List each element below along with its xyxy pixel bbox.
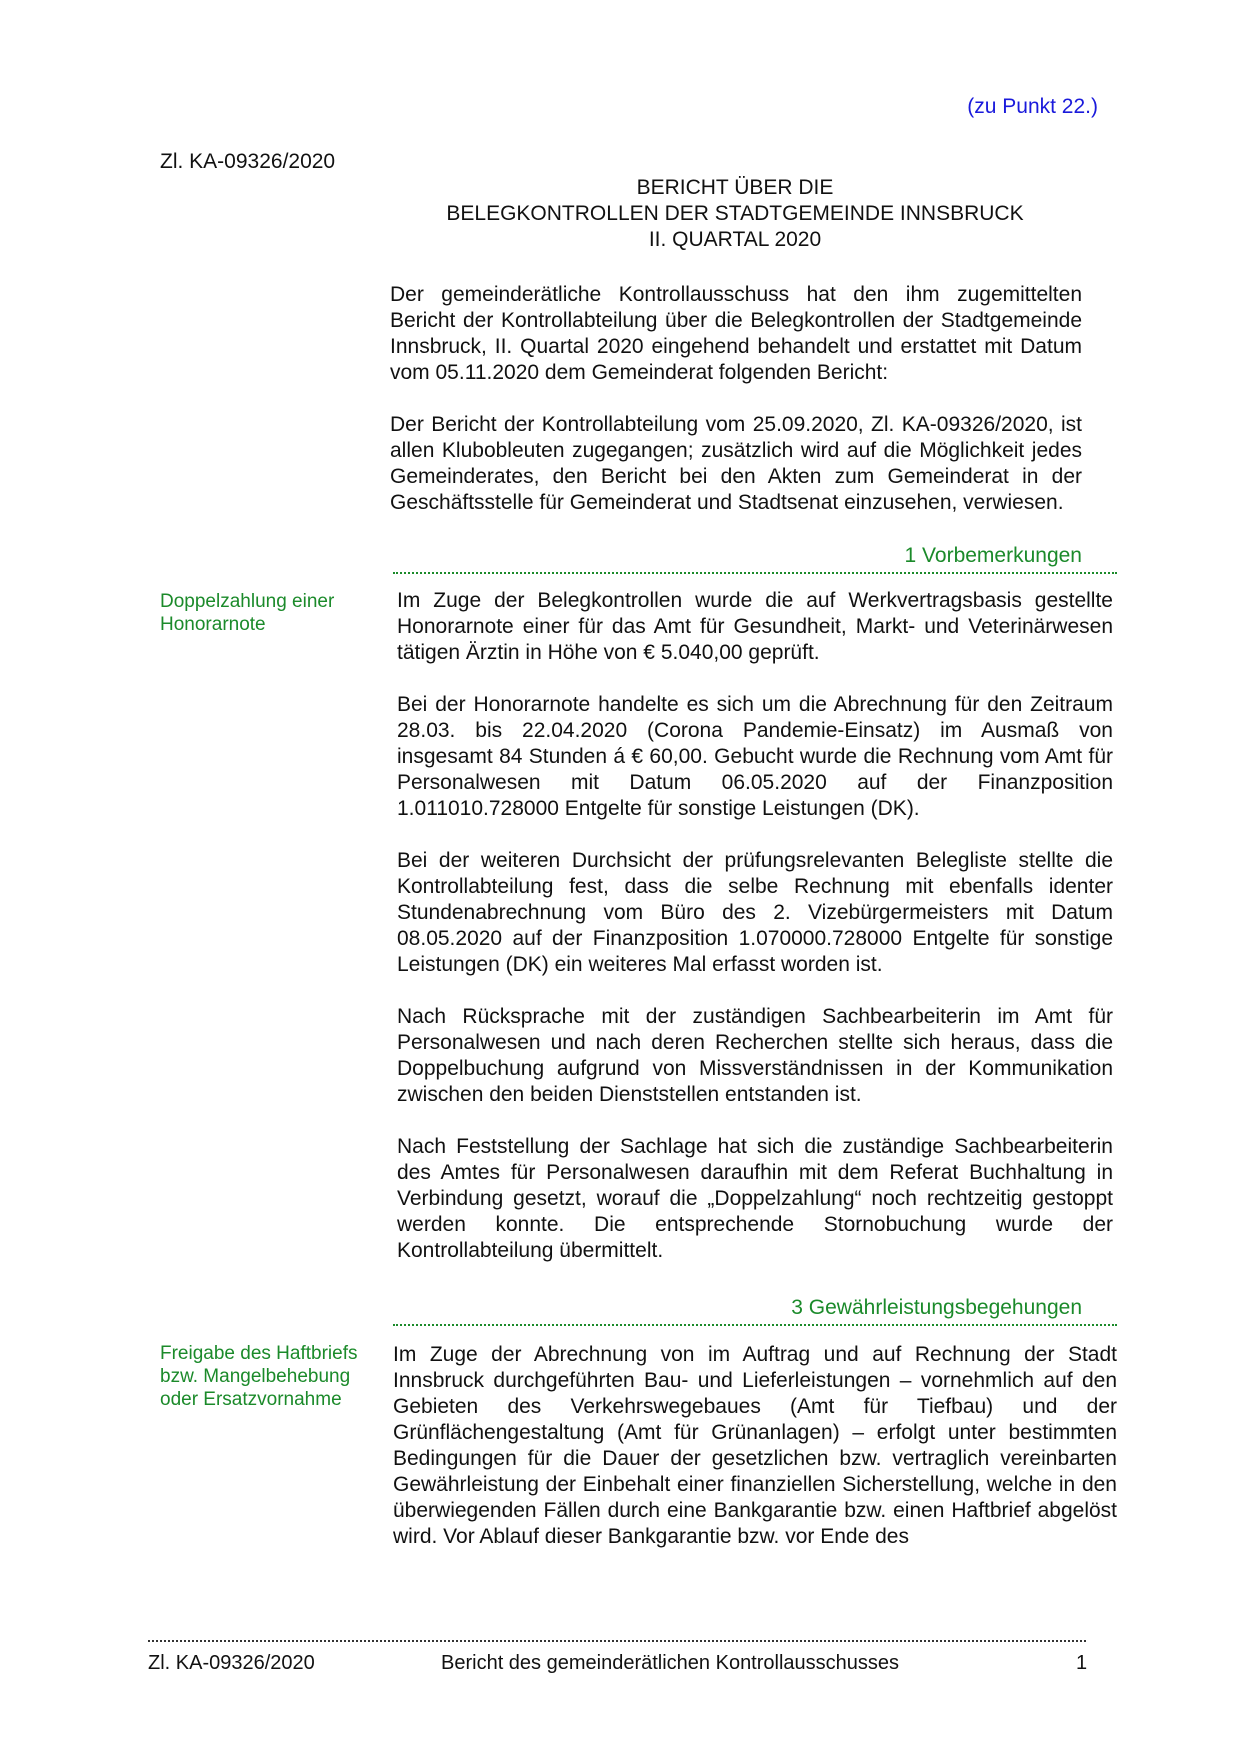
section-1-paragraph-5: Nach Feststellung der Sachlage hat sich die zuständige Sachbearbeiterin des Amtes für Personalwesen daraufhin mit dem Referat Buchhaltung in Verbindung gesetzt, worauf die „Doppelzahlung“ noch rechtzeitig gestoppt werden konnte. Die entsprechende Stornobuchung wurde der Kontrollabteilung übermittelt.: [397, 1135, 1113, 1262]
intro-paragraph-2: Der Bericht der Kontrollabteilung vom 25.09.2020, Zl. KA-09326/2020, ist allen Klubobleuten zugegangen; zusätzlich wird auf die Möglichkeit jedes Gemeinderates, den Bericht bei den Akten zum Gemeinderat in der Geschäftsstelle für Gemeinderat und Stadtsenat einzusehen, verwiesen.: [390, 413, 1082, 514]
footer-divider: [148, 1640, 1086, 1642]
section-1-paragraph-4: Nach Rücksprache mit der zuständigen Sachbearbeiterin im Amt für Personalwesen und nach deren Recherchen stellte sich heraus, dass die Doppelbuchung aufgrund von Missverständnissen in der Kommunikation zwischen den beiden Dienststellen entstanden ist.: [397, 1005, 1113, 1106]
footer-reference-number: Zl. KA-09326/2020: [148, 1652, 315, 1674]
title-line-1: BERICHT ÜBER DIE: [636, 176, 834, 199]
footer-title: Bericht des gemeinderätlichen Kontrollausschusses: [441, 1652, 900, 1674]
section-3-divider: [393, 1324, 1117, 1326]
section-3-paragraph-1: Im Zuge der Abrechnung von im Auftrag und auf Rechnung der Stadt Innsbruck durchgeführten Bau- und Lieferleistungen – vornehmlich auf den Gebieten des Verkehrswegebaues (Amt für Tiefbau) und der Grünflächengestaltung (Amt für Grünanlagen) – erfolgt unter bestimmten Bedingungen für die Dauer der gesetzlichen bzw. vertraglich vereinbarten Gewährleistung der Einbehalt einer finanziellen Sicherstellung, welche in den überwiegenden Fällen durch eine Bankgarantie bzw. einen Haftbrief abgelöst wird. Vor Ablauf dieser Bankgarantie bzw. vor Ende des: [393, 1343, 1117, 1548]
title-line-2: BELEGKONTROLLEN DER STADTGEMEINDE INNSBRUCK: [446, 202, 1024, 225]
report-title: [390, 175, 1080, 253]
section-1-paragraph-2: Bei der Honorarnote handelte es sich um die Abrechnung für den Zeitraum 28.03. bis 22.04.2020 (Corona Pandemie-Einsatz) im Ausmaß von insgesamt 84 Stunden á € 60,00. Gebucht wurde die Rechnung vom Amt für Personalwesen mit Datum 06.05.2020 auf der Finanzposition 1.011010.728000 Entgelte für sonstige Leistungen (DK).: [397, 693, 1113, 820]
page-number: 1: [1076, 1652, 1088, 1674]
section-1-heading: 1 Vorbemerkungen: [904, 544, 1082, 567]
section-1-divider: [393, 572, 1117, 574]
reference-number: Zl. KA-09326/2020: [160, 150, 336, 173]
section-1-paragraph-1: Im Zuge der Belegkontrollen wurde die auf Werkvertragsbasis gestellte Honorarnote einer für das Amt für Gesundheit, Markt- und Veterinärwesen tätigen Ärztin in Höhe von € 5.040,00 geprüft.: [397, 589, 1113, 664]
title-line-3: II. QUARTAL 2020: [648, 228, 822, 251]
section-3-heading: 3 Gewährleistungsbegehungen: [791, 1296, 1082, 1319]
agenda-reference: (zu Punkt 22.): [967, 95, 1098, 118]
intro-paragraph-1: Der gemeinderätliche Kontrollausschuss hat den ihm zugemittelten Bericht der Kontrollabteilung über die Belegkontrollen der Stadtgemeinde Innsbruck, II. Quartal 2020 eingehend behandelt und erstattet mit Datum vom 05.11.2020 dem Gemeinderat folgenden Bericht:: [390, 283, 1082, 384]
section-1-paragraph-3: Bei der weiteren Durchsicht der prüfungsrelevanten Belegliste stellte die Kontrollabteilung fest, dass die selbe Rechnung mit ebenfalls identer Stundenabrechnung vom Büro des 2. Vizebürgermeisters mit Datum 08.05.2020 auf der Finanzposition 1.070000.728000 Entgelte für sonstige Leistungen (DK) ein weiteres Mal erfasst worden ist.: [397, 849, 1113, 976]
side-label-doppelzahlung: Doppelzahlung einer Honorarnote: [160, 591, 335, 635]
side-label-haftbrief: Freigabe des Haftbriefs bzw. Mangelbehebung oder Ersatzvornahme: [160, 1343, 358, 1410]
